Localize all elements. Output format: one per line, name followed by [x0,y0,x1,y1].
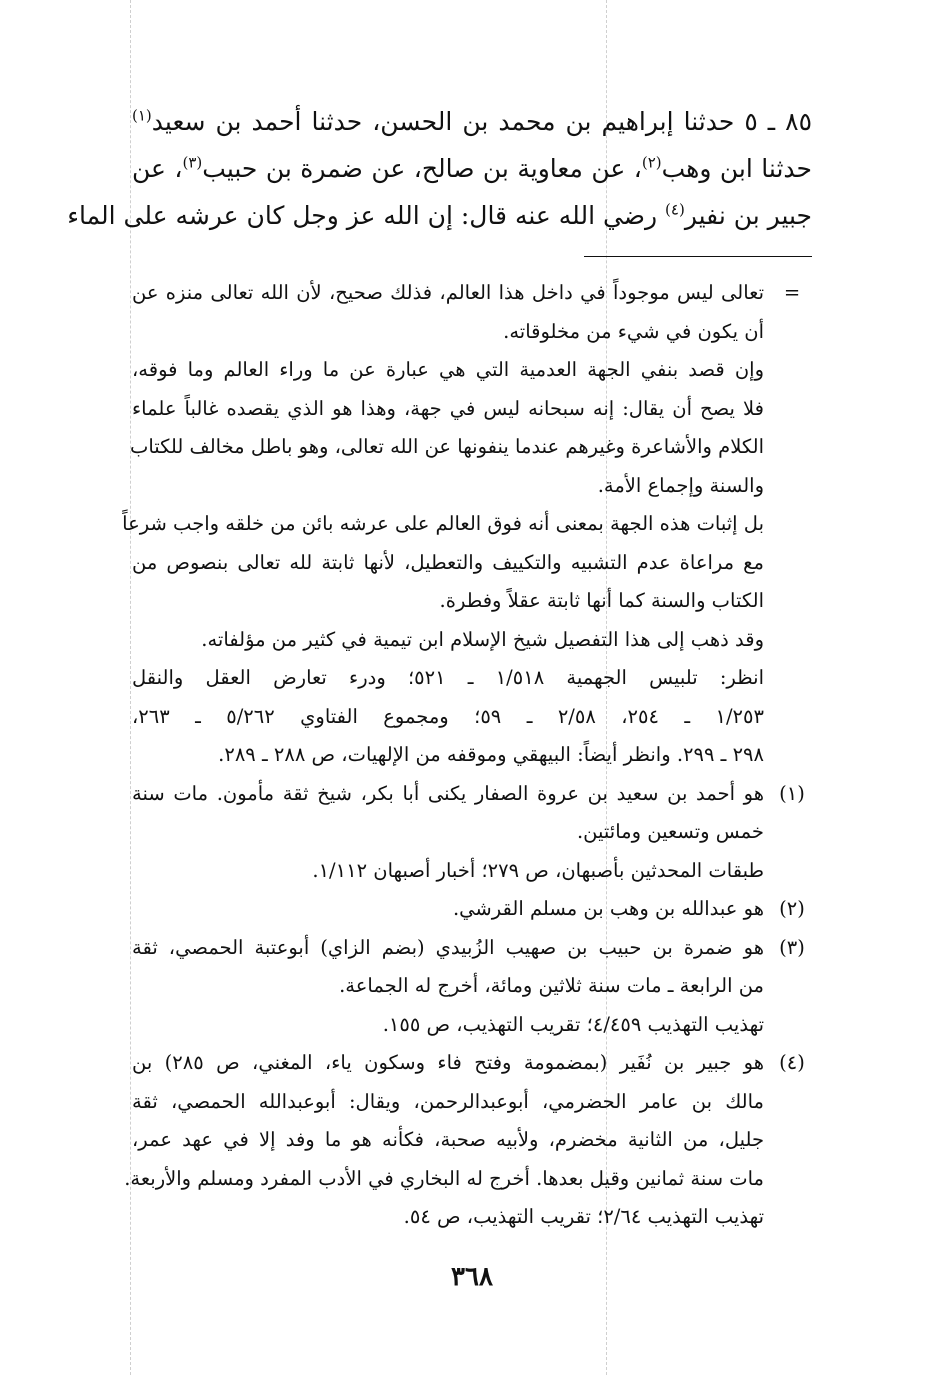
footnote-ref: (٣) [182,153,203,172]
footnote-line: طبقات المحدثين بأصبهان، ص ٢٧٩؛ أخبار أصبهان ١/١١٢. [312,858,764,882]
hadith-text [67,98,812,239]
footnote-number: (٤) [779,1051,805,1074]
hadith-line: جبير بن نفير$^{(٤)}$ رضي الله عنه قال: إن الله عز وجل كان عرشه على الماء [67,200,812,230]
footnote-line: هو أحمد بن سعيد بن عروة الصفار يكنى أبا بكر، شيخ ثقة مأمون. مات سنة [132,781,764,805]
footnote-line: أن يكون في شيء من مخلوقاته. [503,319,764,343]
footnote-4 [124,1044,812,1237]
footnote-line: وإن قصد بنفي الجهة العدمية التي هي عبارة عن ما وراء العالم وما فوقه، [132,358,764,381]
footnote-line: مع مراعاة عدم التشبيه والتكييف والتعطيل، لأنها ثابتة لله تعالى بنصوص من [132,550,764,574]
footnote-line: خمس وتسعين ومائتين. [576,820,764,843]
footnote-separator [584,256,812,257]
footnote-line: من الرابعة ـ مات سنة ثلاثين ومائة، أخرج له الجماعة. [339,974,764,997]
footnote-number: (١) [779,781,805,805]
footnote-ref: (٤) [665,200,685,219]
continuation-mark: = [783,281,801,304]
footnote-line: تعالى ليس موجوداً في داخل هذا العالم، فذلك صحيح، لأن الله تعالى منزه عن [132,281,764,304]
footnote-line: ١/٢٥٣ ـ ٢٥٤، ٢/٥٨ ـ ٥٩؛ ومجموع الفتاوي ٥/٢٦٢ ـ ٢٦٣، [132,704,764,728]
hadith-line: ٨٥ ـ ٥ حدثنا إبراهيم بن محمد بن الحسن، حدثنا أحمد بن سعيد$^{(١)}$ [132,106,812,136]
footnote-line: ٢٩٨ ـ ٢٩٩. وانظر أيضاً: البيهقي وموقفه من الإلهيات، ص ٢٨٨ ـ ٢٨٩. [218,743,764,766]
footnote-continuation [122,274,812,775]
footnote-number: (٢) [779,897,805,920]
footnote-line: تهذيب التهذيب ٢/٦٤؛ تقريب التهذيب، ص ٥٤. [403,1205,764,1228]
footnote-line: مالك بن عامر الحضرمي، أبوعبدالرحمن، ويقال: أبوعبدالله الحمصي، ثقة [132,1089,764,1113]
footnote-line: تهذيب التهذيب ٤/٤٥٩؛ تقريب التهذيب، ص ١٥٥. [382,1012,764,1036]
footnote-line: هو عبدالله بن وهب بن مسلم القرشي. [452,897,764,920]
footnote-2 [132,890,812,929]
footnotes [122,274,812,1237]
footnote-line: انظر: تلبيس الجهمية ١/٥١٨ ـ ٥٢١؛ ودرء تعارض العقل والنقل [132,666,765,689]
page-number: ٣٦٨ [451,1262,493,1292]
footnote-line: جليل، من الثانية مخضرم، ولأبيه صحبة، فكأنه هو ما وفد إلا في عهد عمر، [132,1128,764,1151]
footnote-line: الكتاب والسنة كما أنها ثابتة عقلاً وفطرة. [439,589,764,612]
footnote-line: هو ضمرة بن حبيب بن صهيب الزُبيدي (بضم الزاي) أبوعتبة الحمصي، ثقة [132,935,764,959]
footnote-1 [132,775,812,891]
footnote-3 [132,929,812,1045]
footnote-ref: (١) [132,106,152,125]
footnote-line: الكلام والأشاعرة وغيرهم عندما ينفونها عن الله تعالى، وهو باطل مخالف للكتاب [129,435,764,458]
footnote-ref: (٢) [641,153,662,172]
footnote-line: فلا يصح أن يقال: إنه سبحانه ليس في جهة، وهذا هو الذي يقصده غالباً علماء [132,396,764,420]
footnote-line: بل إثبات هذه الجهة بمعنى أنه فوق العالم على عرشه بائن من خلقه واجب شرعاً [122,512,764,535]
footnote-number: (٣) [779,935,805,959]
footnote-line: هو جبير بن نُفَير (بمضمومة وفتح فاء وسكون ياء، المغني، ص ٢٨٥) بن [132,1051,765,1074]
hadith-line: حدثنا ابن وهب$^{(٢)}$، عن معاوية بن صالح، عن ضمرة بن حبيب$^{(٣)}$، عن [132,153,812,183]
footnote-line: مات سنة ثمانين وقيل بعدها. أخرج له البخاري في الأدب المفرد ومسلم والأربعة. [124,1166,764,1190]
footnote-line: وقد ذهب إلى هذا التفصيل شيخ الإسلام ابن تيمية في كثير من مؤلفاته. [201,627,764,651]
footnote-line: والسنة وإجماع الأمة. [597,473,764,497]
